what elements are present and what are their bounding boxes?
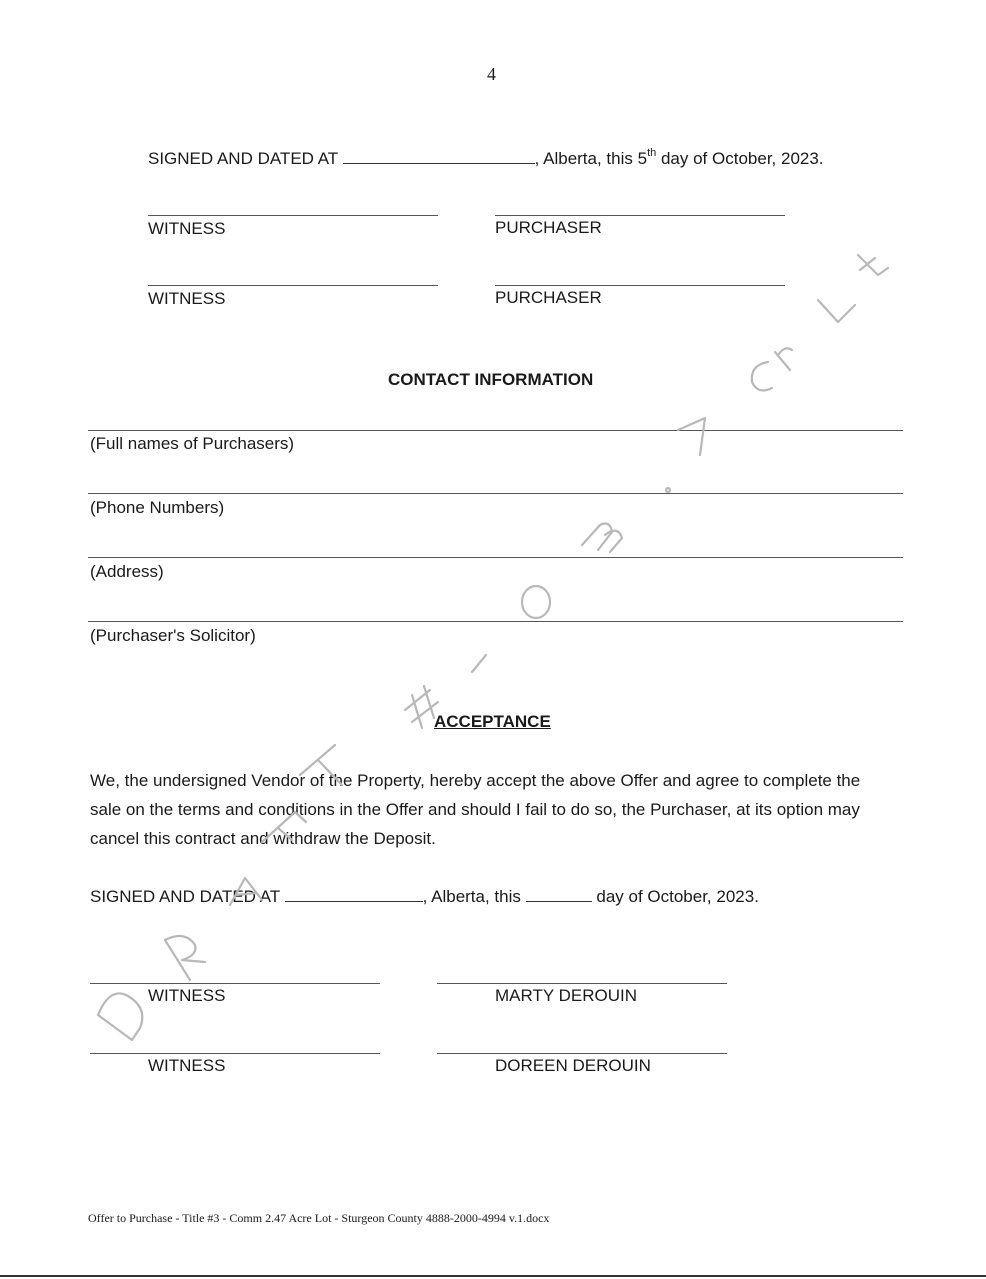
- vendor-signature-line-2[interactable]: [437, 1053, 727, 1054]
- watermark-letter-c: [752, 362, 772, 390]
- purchaser-signature-line-1[interactable]: [495, 215, 785, 216]
- watermark-letter-l: [818, 300, 855, 322]
- contact-information-heading: CONTACT INFORMATION: [388, 370, 594, 389]
- watermark-dot: [666, 488, 670, 492]
- vendor-witness-label-2: WITNESS: [148, 1056, 226, 1075]
- solicitor-line[interactable]: [88, 621, 903, 622]
- purchaser-label-1: PURCHASER: [495, 218, 602, 237]
- purchaser-label-2: PURCHASER: [495, 288, 602, 307]
- watermark-slash: [472, 655, 486, 672]
- address-line[interactable]: [88, 557, 903, 558]
- watermark-letter-o: [522, 586, 550, 618]
- full-names-label: (Full names of Purchasers): [90, 434, 295, 453]
- vendor-signed-dated-line: [90, 887, 759, 907]
- ordinal-suffix: th: [647, 147, 657, 160]
- page-bottom-rule: [0, 1275, 986, 1277]
- signed-suffix: , Alberta, this 5: [534, 149, 648, 168]
- acceptance-paragraph: [90, 766, 905, 853]
- vendor-witness-line-2[interactable]: [90, 1053, 380, 1054]
- vendor-witness-line-1[interactable]: [90, 983, 380, 984]
- purchaser-signed-dated-line: [148, 149, 824, 169]
- full-names-line[interactable]: [88, 430, 903, 431]
- purchaser-signature-line-2[interactable]: [495, 285, 785, 286]
- watermark-letter-t2: [858, 255, 888, 275]
- vendor-day-blank[interactable]: [526, 887, 592, 902]
- vendor-signed-mid: , Alberta, this: [422, 887, 521, 906]
- vendor-name-marty: MARTY DEROUIN: [495, 986, 638, 1005]
- watermark-letter-r: [165, 936, 205, 980]
- document-footer: Offer to Purchase - Title #3 - Comm 2.47 Acre Lot - Sturgeon County 4888-2000-4994 v.1.docx: [88, 1211, 550, 1225]
- acceptance-line-3: cancel this contract and withdraw the Deposit.: [90, 829, 436, 848]
- watermark-letter-r2: [775, 348, 792, 370]
- vendor-signed-suffix: day of October, 2023.: [596, 887, 759, 906]
- witness-signature-line-2[interactable]: [148, 285, 438, 286]
- signed-suffix-end: day of October, 2023.: [656, 149, 824, 168]
- acceptance-line-2: sale on the terms and conditions in the Offer and should I fail to do so, the Purchaser, at its option may: [90, 800, 860, 819]
- phone-numbers-label: (Phone Numbers): [90, 498, 225, 517]
- vendor-witness-label-1: WITNESS: [148, 986, 226, 1005]
- witness-signature-line-1[interactable]: [148, 215, 438, 216]
- witness-label-2: WITNESS: [148, 289, 226, 308]
- acceptance-line-1: We, the undersigned Vendor of the Property, hereby accept the above Offer and agree to complete the: [90, 771, 861, 790]
- address-label: (Address): [90, 562, 164, 581]
- witness-label-1: WITNESS: [148, 219, 226, 238]
- vendor-signature-line-1[interactable]: [437, 983, 727, 984]
- acceptance-heading: ACCEPTANCE: [434, 712, 551, 731]
- signed-prefix: SIGNED AND DATED AT: [148, 149, 338, 168]
- watermark-letter-m: [582, 524, 622, 552]
- solicitor-label: (Purchaser's Solicitor): [90, 626, 256, 645]
- phone-numbers-line[interactable]: [88, 493, 903, 494]
- vendor-name-doreen: DOREEN DEROUIN: [495, 1056, 651, 1075]
- vendor-place-blank[interactable]: [285, 887, 423, 902]
- page-number: 4: [487, 64, 496, 84]
- place-blank[interactable]: [343, 149, 535, 164]
- watermark-digit-7: [678, 418, 705, 455]
- watermark-letter-d: [98, 993, 142, 1040]
- vendor-signed-prefix: SIGNED AND DATED AT: [90, 887, 280, 906]
